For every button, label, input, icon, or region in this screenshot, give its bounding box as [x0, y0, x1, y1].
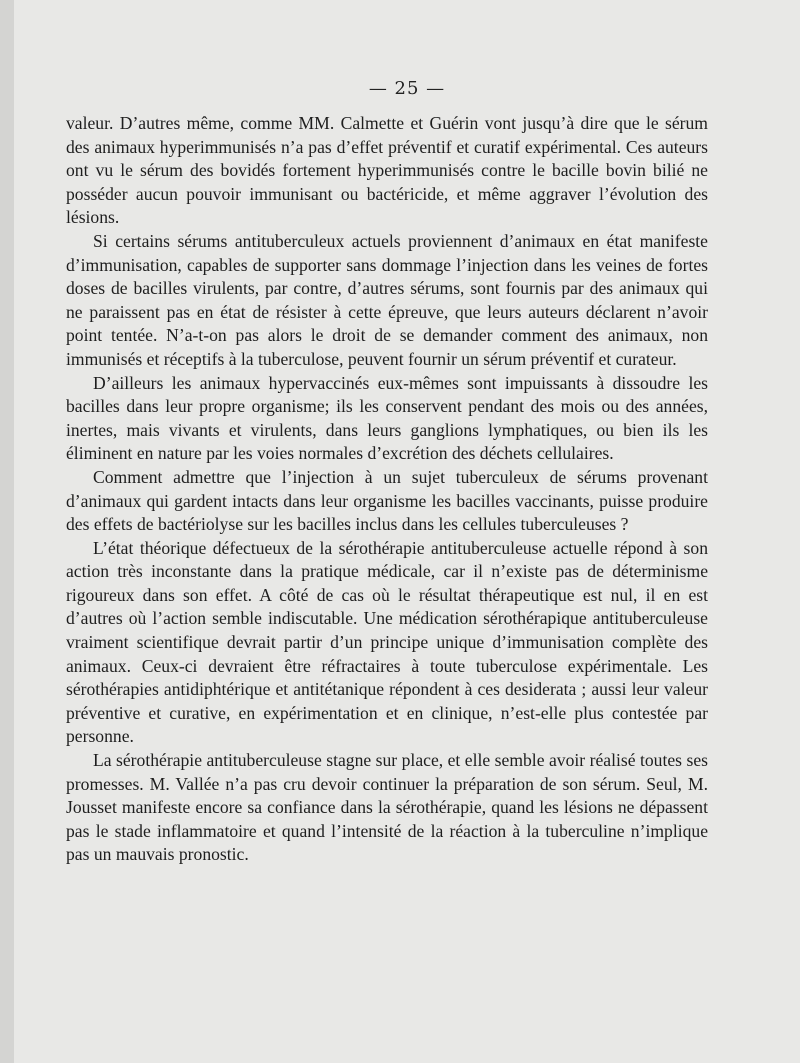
- document-page: [14, 0, 800, 1063]
- paragraph-1: valeur. D’autres même, comme MM. Calmette et Guérin vont jusqu’à dire que le sérum des animaux hyperimmunisés n’a pas d’effet préventif et curatif expérimental. Ces auteurs ont vu le sérum des bovidés fortement hyperimmunisés contre le bacille bovin bilié ne posséder aucun pouvoir immunisant ou bactéricide, et même aggraver l’évolution des lésions.: [66, 113, 708, 228]
- paragraph-2: Si certains sérums antituberculeux actuels proviennent d’animaux en état manifeste d’immunisation, capables de supporter sans dommage l’injection dans les veines de fortes doses de bacilles virulents, par contre, d’autres sérums, sont fournis par des animaux qui ne paraissent pas en état de résister à cette épreuve, que leurs auteurs déclarent n’avoir point tentée. N’a-t-on pas alors le droit de se demander comment des animaux, non immunisés et réceptifs à la tuberculose, peuvent fournir un sérum préventif et curateur.: [66, 230, 708, 369]
- paragraph-4: Comment admettre que l’injection à un sujet tuberculeux de sérums provenant d’animaux qui gardent intacts dans leur organisme les bacilles vaccinants, puisse produire des effets de bactériolyse sur les bacilles inclus dans les cellules tuberculeuses ?: [66, 466, 708, 535]
- paragraph-5: L’état théorique défectueux de la sérothérapie antituberculeuse actuelle répond à son action très inconstante dans la pratique médicale, car il n’existe pas de déterminisme rigoureux dans son effet. A côté de cas où le résultat thérapeutique est nul, il en est d’autres où l’action semble indiscutable. Une médication sérothérapique antituberculeuse vraiment scientifique devrait partir d’un principe unique d’immunisation complète des animaux. Ceux-ci devraient être réfractaires à toute tuberculose expérimentale. Les sérothérapies antidiphtérique et antitétanique répondent à ces desiderata ; aussi leur valeur préventive et curative, en expérimentation et en clinique, n’est-elle plus contestée par personne.: [66, 537, 708, 747]
- body-text: [66, 112, 708, 867]
- paragraph-6: La sérothérapie antituberculeuse stagne sur place, et elle semble avoir réalisé toutes ses promesses. M. Vallée n’a pas cru devoir continuer la préparation de son sérum. Seul, M. Jousset manifeste encore sa confiance dans la sérothérapie, quand les lésions ne dépassent pas le stade inflammatoire et quand l’intensité de la réaction à la tuberculine n’implique pas un mauvais pronostic.: [66, 750, 708, 865]
- paragraph-3: D’ailleurs les animaux hypervaccinés eux-mêmes sont impuissants à dissoudre les bacilles dans leur propre organisme; ils les conservent pendant des mois ou des années, inertes, mais vivants et virulents, dans leurs ganglions lymphatiques, ou bien ils les éliminent en nature par les voies normales d’excrétion des déchets cellulaires.: [66, 372, 708, 464]
- page-number: — 25 —: [368, 78, 446, 99]
